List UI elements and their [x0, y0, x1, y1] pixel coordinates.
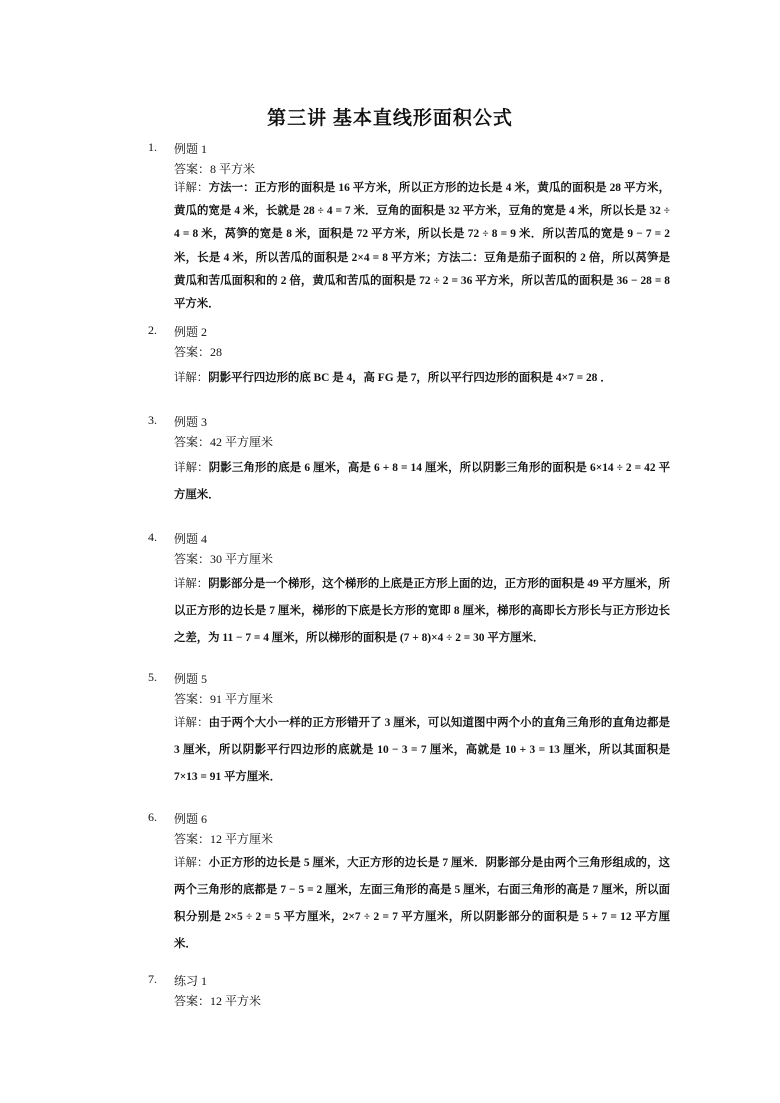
item-number: 3.: [148, 413, 157, 427]
item-detail: [174, 177, 670, 316]
item-number: 6.: [148, 810, 157, 824]
item-heading: 例题 2: [174, 325, 208, 339]
item-number: 4.: [148, 530, 157, 544]
item-detail: [174, 365, 670, 392]
item-detail: [174, 455, 670, 509]
detail-text: 阴影三角形的底是 6 厘米，高是 6 + 8 = 14 厘米，所以阴影三角形的面积是 6×14 ÷ 2 = 42 平方厘米．: [174, 462, 670, 501]
item-number: 7.: [148, 972, 157, 986]
item-detail: [174, 850, 670, 958]
detail-text: 阴影平行四边形的底 BC 是 4，高 FG 是 7，所以平行四边形的面积是 4×7 = 28 ．: [208, 372, 612, 384]
item-detail: [174, 571, 670, 652]
item-answer: 答案：8 平方米: [174, 162, 256, 176]
item-heading: 例题 6: [174, 812, 208, 826]
detail-label: 详解：: [174, 182, 209, 194]
item-answer: 答案：42 平方厘米: [174, 435, 274, 449]
detail-text: 阴影部分是一个梯形，这个梯形的上底是正方形上面的边，正方形的面积是 49 平方厘米，所以正方形的边长是 7 厘米，梯形的下底是长方形的宽即 8 厘米，梯形的高即长方形长与正方形边长之差，为 11 − 7 = 4 厘米，所以梯形的面积是 (7 + 8)×4 ÷ 2 = 30 平方厘米．: [174, 578, 670, 644]
item-number: 1.: [148, 140, 157, 154]
item-heading: 例题 4: [174, 532, 208, 546]
page-title: 第三讲 基本直线形面积公式: [267, 108, 513, 129]
item-number: 5.: [148, 670, 157, 684]
detail-label: 详解：: [174, 717, 209, 729]
detail-text: 方法一：正方形的面积是 16 平方米，所以正方形的边长是 4 米，黄瓜的面积是 28 平方米，黄瓜的宽是 4 米，长就是 28 ÷ 4 = 7 米．豆角的面积是 32 平方米，豆角的宽是 4 米，所以长是 32 ÷ 4 = 8 米，莴笋的宽是 8 米，面积是 72 平方米，所以长是 72 ÷ 8 = 9 米．所以苦瓜的宽是 9 − 7 = 2 米，长是 4 米，所以苦瓜的面积是 2×4 = 8 平方米；方法二：豆角是茄子面积的 2 倍，所以莴笋是黄瓜和苦瓜面积和的 2 倍，黄瓜和苦瓜的面积是 72 ÷ 2 = 36 平方米，所以苦瓜的面积是 36 − 28 = 8 平方米．: [174, 182, 670, 311]
item-heading: 例题 3: [174, 415, 208, 429]
detail-label: 详解：: [174, 578, 209, 590]
item-answer: 答案：28: [174, 345, 223, 359]
item-answer: 答案：12 平方米: [174, 994, 262, 1008]
item-heading: 练习 1: [174, 974, 208, 988]
item-answer: 答案：91 平方厘米: [174, 692, 274, 706]
detail-label: 详解：: [174, 372, 209, 384]
item-heading: 例题 5: [174, 672, 208, 686]
item-answer: 答案：30 平方厘米: [174, 552, 274, 566]
item-number: 2.: [148, 323, 157, 337]
item-detail: [174, 710, 670, 791]
detail-text: 由于两个大小一样的正方形错开了 3 厘米，可以知道图中两个小的直角三角形的直角边都是 3 厘米，所以阴影平行四边形的底就是 10 − 3 = 7 厘米，高就是 10 + 3 = 13 厘米，所以其面积是 7×13 = 91 平方厘米．: [174, 717, 670, 783]
detail-label: 详解：: [174, 857, 209, 869]
detail-text: 小正方形的边长是 5 厘米，大正方形的边长是 7 厘米．阴影部分是由两个三角形组成的，这两个三角形的底都是 7 − 5 = 2 厘米，左面三角形的高是 5 厘米，右面三角形的高是 7 厘米，所以面积分别是 2×5 ÷ 2 = 5 平方厘米，2×7 ÷ 2 = 7 平方厘米，所以阴影部分的面积是 5 + 7 = 12 平方厘米．: [174, 857, 670, 950]
detail-label: 详解：: [174, 462, 209, 474]
item-answer: 答案：12 平方厘米: [174, 832, 274, 846]
item-heading: 例题 1: [174, 142, 208, 156]
